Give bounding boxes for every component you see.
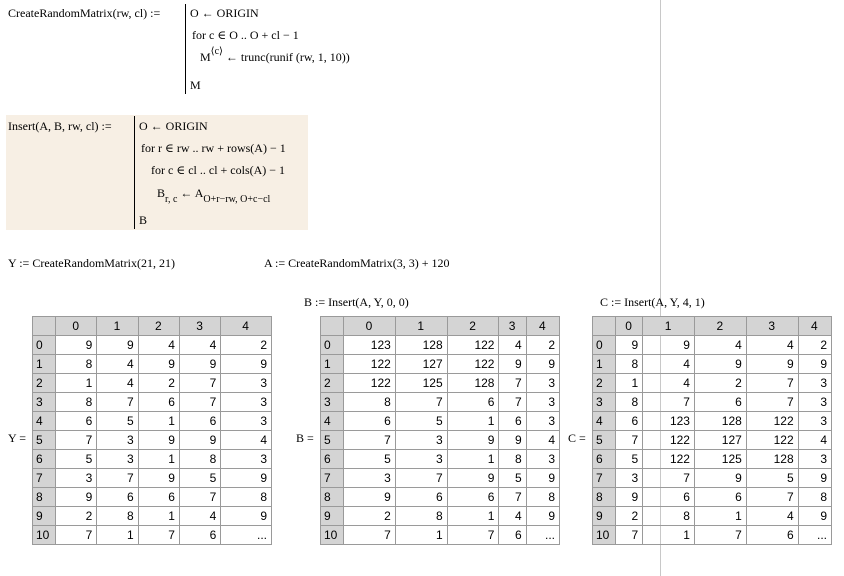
table-row (593, 336, 832, 355)
matrix-cell[interactable]: 4 (179, 336, 220, 355)
matrix-cell[interactable]: 8 (616, 393, 643, 412)
m-symbol: M (200, 50, 211, 64)
column-header: 2 (694, 317, 746, 336)
matrix-cell[interactable]: 7 (179, 488, 220, 507)
matrix-cell[interactable]: 1 (395, 526, 447, 545)
table-row (321, 469, 560, 488)
matrix-cell[interactable]: 4 (746, 336, 798, 355)
matrix-cell[interactable]: 9 (616, 488, 643, 507)
table-row (321, 526, 560, 545)
matrix-cell[interactable]: 128 (694, 412, 746, 431)
row-header: 4 (321, 412, 344, 431)
matrix-cell[interactable]: 9 (138, 355, 179, 374)
column-header: 0 (344, 317, 396, 336)
matrix-cell[interactable]: 4 (179, 507, 220, 526)
row-header: 1 (321, 355, 344, 374)
row-header: 0 (593, 336, 616, 355)
table-row (321, 507, 560, 526)
arrow-a: ← A (180, 186, 204, 200)
matrix-cell[interactable]: 4 (746, 507, 798, 526)
matrix-cell[interactable]: 9 (179, 355, 220, 374)
table-row (33, 507, 272, 526)
matrix-cell[interactable]: 1 (694, 507, 746, 526)
matrix-cell[interactable]: 7 (499, 393, 526, 412)
row-header: 5 (321, 431, 344, 450)
row-header: 9 (593, 507, 616, 526)
matrix-cell[interactable]: 128 (395, 336, 447, 355)
table-row (593, 469, 832, 488)
matrix-cell[interactable]: 2 (221, 336, 272, 355)
matrix-cell[interactable]: 7 (138, 526, 179, 545)
column-header: 2 (447, 317, 499, 336)
matrix-cell[interactable]: 4 (694, 336, 746, 355)
table-row (593, 355, 832, 374)
matrix-cell[interactable]: 122 (344, 355, 396, 374)
matrix-cell[interactable]: 5 (179, 469, 220, 488)
row-header: 3 (593, 393, 616, 412)
matrix-cell[interactable]: 4 (499, 336, 526, 355)
matrix-cell[interactable]: 6 (694, 488, 746, 507)
program-line: O ← ORIGIN (190, 6, 259, 20)
column-header: 2 (138, 317, 179, 336)
matrix-cell[interactable]: 9 (221, 507, 272, 526)
matrix-cell[interactable]: 3 (344, 469, 396, 488)
matrix-cell[interactable]: 6 (746, 526, 798, 545)
matrix-cell[interactable]: 3 (395, 450, 447, 469)
row-header: 8 (593, 488, 616, 507)
assign-a[interactable]: A := CreateRandomMatrix(3, 3) + 120 (264, 256, 450, 270)
matrix-cell[interactable]: 5 (56, 450, 97, 469)
matrix-corner (321, 317, 344, 336)
matrix-cell[interactable]: 4 (798, 431, 831, 450)
table-row (33, 336, 272, 355)
matrix-cell[interactable]: 1 (447, 507, 499, 526)
column-header: 3 (499, 317, 526, 336)
matrix-cell[interactable]: ... (221, 526, 272, 545)
matrix-cell[interactable]: 4 (499, 507, 526, 526)
matrix-cell[interactable]: 7 (344, 431, 396, 450)
matrix-cell[interactable]: 3 (798, 393, 831, 412)
matrix-cell[interactable]: 8 (499, 450, 526, 469)
table-row (593, 450, 832, 469)
column-header: 1 (643, 317, 695, 336)
matrix-cell[interactable]: 9 (221, 355, 272, 374)
matrix-cell[interactable]: 6 (643, 488, 695, 507)
row-header: 9 (33, 507, 56, 526)
matrix-cell[interactable]: 3 (97, 431, 138, 450)
matrix-cell[interactable]: 123 (643, 412, 695, 431)
matrix-cell[interactable]: 9 (221, 469, 272, 488)
table-row (321, 431, 560, 450)
row-header: 1 (593, 355, 616, 374)
matrix-cell[interactable]: 4 (97, 355, 138, 374)
a-subscript: O+r−rw, O+c−cl (203, 194, 271, 205)
table-row (33, 469, 272, 488)
table-row (33, 526, 272, 545)
matrix-cell[interactable]: 1 (447, 412, 499, 431)
row-header: 2 (593, 374, 616, 393)
matrix-cell[interactable]: 127 (395, 355, 447, 374)
column-header: 4 (221, 317, 272, 336)
matrix-cell[interactable]: 8 (616, 355, 643, 374)
matrix-cell[interactable]: 5 (746, 469, 798, 488)
matrix-cell[interactable]: 6 (56, 412, 97, 431)
matrix-cell[interactable]: 7 (616, 526, 643, 545)
column-header: 1 (395, 317, 447, 336)
b-symbol: B (157, 186, 166, 200)
matrix-cell[interactable]: 7 (746, 488, 798, 507)
row-header: 9 (321, 507, 344, 526)
program-line-assign (157, 186, 271, 205)
b-subscript: r, c (165, 194, 178, 205)
matrix-cell[interactable]: 7 (499, 488, 526, 507)
row-header: 8 (33, 488, 56, 507)
matrix-cell[interactable]: 128 (447, 374, 499, 393)
table-row (321, 393, 560, 412)
matrix-cell[interactable]: 8 (97, 507, 138, 526)
matrix-cell[interactable]: 9 (798, 507, 831, 526)
matrix-cell[interactable]: 5 (395, 412, 447, 431)
matrix-table-b[interactable] (320, 316, 560, 545)
table-row (321, 336, 560, 355)
program-line: B (139, 213, 148, 227)
create-matrix-program[interactable] (185, 4, 350, 94)
matrix-cell[interactable]: 7 (395, 393, 447, 412)
matrix-cell[interactable]: 9 (694, 469, 746, 488)
program-line: for r ∈ rw .. rw + rows(A) − 1 (141, 141, 286, 155)
row-header: 2 (321, 374, 344, 393)
matrix-cell[interactable]: 1 (643, 526, 695, 545)
row-header: 8 (321, 488, 344, 507)
program-line-assign (200, 46, 350, 65)
matrix-cell[interactable]: 6 (179, 526, 220, 545)
matrix-cell[interactable]: 9 (97, 336, 138, 355)
matrix-cell[interactable]: 9 (643, 336, 695, 355)
matrix-cell[interactable]: 6 (499, 526, 526, 545)
row-header: 10 (593, 526, 616, 545)
program-line: for c ∈ O .. O + cl − 1 (192, 28, 299, 42)
matrix-cell[interactable]: 6 (447, 488, 499, 507)
matrix-cell[interactable]: 2 (344, 507, 396, 526)
matrix-cell[interactable]: 7 (97, 393, 138, 412)
table-row (33, 393, 272, 412)
table-row (593, 507, 832, 526)
column-header: 4 (798, 317, 831, 336)
matrix-cell[interactable]: 1 (56, 374, 97, 393)
matrix-cell[interactable]: 9 (138, 431, 179, 450)
table-row (33, 450, 272, 469)
table-row (593, 393, 832, 412)
matrix-cell[interactable]: 8 (798, 488, 831, 507)
matrix-corner (593, 317, 616, 336)
assign-b[interactable]: B := Insert(A, Y, 0, 0) (304, 295, 409, 309)
table-row (593, 526, 832, 545)
table-row (321, 355, 560, 374)
column-header: 0 (616, 317, 643, 336)
matrix-cell[interactable]: 8 (221, 488, 272, 507)
matrix-cell[interactable]: 9 (616, 336, 643, 355)
table-row (593, 488, 832, 507)
matrix-cell[interactable]: 2 (138, 374, 179, 393)
matrix-cell[interactable]: 3 (798, 374, 831, 393)
row-header: 2 (33, 374, 56, 393)
table-row (593, 374, 832, 393)
program-line: M (190, 78, 201, 92)
row-header: 7 (593, 469, 616, 488)
matrix-cell[interactable]: 7 (643, 469, 695, 488)
insert-program[interactable] (134, 116, 286, 229)
matrix-cell[interactable]: 7 (56, 526, 97, 545)
column-header: 3 (179, 317, 220, 336)
table-row (33, 355, 272, 374)
matrix-cell[interactable]: 9 (499, 431, 526, 450)
matrix-cell[interactable]: 2 (694, 374, 746, 393)
matrix-cell[interactable]: 8 (395, 507, 447, 526)
matrix-label-b: B = (296, 431, 314, 445)
matrix-cell[interactable]: 2 (526, 336, 559, 355)
matrix-cell[interactable]: 4 (97, 374, 138, 393)
matrix-cell[interactable]: 2 (798, 336, 831, 355)
matrix-table-c[interactable] (592, 316, 832, 545)
table-row (321, 374, 560, 393)
row-header: 6 (593, 450, 616, 469)
matrix-cell[interactable]: 4 (138, 336, 179, 355)
matrix-corner (33, 317, 56, 336)
matrix-cell[interactable]: 4 (643, 374, 695, 393)
assign-c[interactable]: C := Insert(A, Y, 4, 1) (600, 295, 705, 309)
row-header: 3 (33, 393, 56, 412)
matrix-cell[interactable]: 7 (694, 526, 746, 545)
matrix-label-c: C = (568, 431, 586, 445)
table-row (321, 488, 560, 507)
matrix-cell[interactable]: 122 (746, 431, 798, 450)
row-header: 7 (321, 469, 344, 488)
matrix-cell[interactable]: 125 (694, 450, 746, 469)
matrix-cell[interactable]: 6 (344, 412, 396, 431)
matrix-cell[interactable]: 3 (526, 450, 559, 469)
matrix-cell[interactable]: 8 (56, 355, 97, 374)
insert-lhs[interactable]: Insert(A, B, rw, cl) := (8, 119, 112, 133)
matrix-cell[interactable]: 8 (526, 488, 559, 507)
matrix-cell[interactable]: 9 (798, 355, 831, 374)
matrix-table-y[interactable] (32, 316, 272, 545)
matrix-cell[interactable]: 122 (643, 450, 695, 469)
matrix-cell[interactable]: 5 (97, 412, 138, 431)
matrix-cell[interactable]: 7 (395, 469, 447, 488)
matrix-cell[interactable]: 122 (643, 431, 695, 450)
matrix-cell[interactable]: 3 (526, 412, 559, 431)
matrix-cell[interactable]: 122 (344, 374, 396, 393)
matrix-cell[interactable]: 4 (221, 431, 272, 450)
program-line: O ← ORIGIN (139, 119, 208, 133)
row-header: 5 (33, 431, 56, 450)
matrix-cell[interactable]: 3 (221, 412, 272, 431)
matrix-cell[interactable]: 9 (138, 469, 179, 488)
matrix-cell[interactable]: 1 (616, 374, 643, 393)
table-row (33, 431, 272, 450)
table-row (33, 412, 272, 431)
matrix-cell[interactable]: 7 (746, 393, 798, 412)
row-header: 4 (593, 412, 616, 431)
matrix-cell[interactable]: 1 (97, 526, 138, 545)
row-header: 0 (33, 336, 56, 355)
create-matrix-lhs[interactable]: CreateRandomMatrix(rw, cl) := (8, 6, 161, 20)
matrix-cell[interactable]: 7 (97, 469, 138, 488)
row-header: 3 (321, 393, 344, 412)
matrix-cell[interactable]: 123 (344, 336, 396, 355)
table-row (33, 374, 272, 393)
matrix-cell[interactable]: 6 (499, 412, 526, 431)
row-header: 10 (33, 526, 56, 545)
row-header: 5 (593, 431, 616, 450)
row-header: 0 (321, 336, 344, 355)
matrix-cell[interactable]: 7 (643, 393, 695, 412)
row-header: 1 (33, 355, 56, 374)
table-row (593, 431, 832, 450)
matrix-cell[interactable]: 6 (616, 412, 643, 431)
table-row (321, 450, 560, 469)
matrix-cell[interactable]: 7 (616, 431, 643, 450)
matrix-cell[interactable]: 9 (499, 355, 526, 374)
matrix-cell[interactable]: ... (798, 526, 831, 545)
matrix-cell[interactable]: 5 (499, 469, 526, 488)
table-row (33, 488, 272, 507)
matrix-cell[interactable]: 122 (447, 355, 499, 374)
matrix-label-y: Y = (8, 431, 26, 445)
assign-expression: ← trunc(runif (rw, 1, 10)) (225, 50, 350, 64)
matrix-cell[interactable]: 122 (447, 336, 499, 355)
matrix-cell[interactable]: 6 (447, 393, 499, 412)
matrix-cell[interactable]: 7 (746, 374, 798, 393)
matrix-cell[interactable]: 3 (221, 393, 272, 412)
row-header: 7 (33, 469, 56, 488)
matrix-cell[interactable]: 2 (56, 507, 97, 526)
matrix-cell[interactable]: 1 (447, 450, 499, 469)
matrix-cell[interactable]: 9 (526, 355, 559, 374)
column-header: 1 (97, 317, 138, 336)
matrix-cell[interactable]: 5 (616, 450, 643, 469)
matrix-cell[interactable]: 2 (616, 507, 643, 526)
matrix-cell[interactable]: 6 (395, 488, 447, 507)
matrix-cell[interactable]: 7 (56, 431, 97, 450)
matrix-cell[interactable]: 6 (179, 412, 220, 431)
matrix-cell[interactable]: 3 (221, 450, 272, 469)
matrix-cell[interactable]: 122 (746, 412, 798, 431)
matrix-cell[interactable]: 6 (138, 393, 179, 412)
matrix-cell[interactable]: 6 (138, 488, 179, 507)
row-header: 4 (33, 412, 56, 431)
matrix-cell[interactable]: 3 (526, 374, 559, 393)
matrix-cell[interactable]: 3 (97, 450, 138, 469)
matrix-cell[interactable]: 7 (179, 393, 220, 412)
column-header: 3 (746, 317, 798, 336)
matrix-cell[interactable]: 5 (344, 450, 396, 469)
matrix-cell[interactable]: 8 (344, 393, 396, 412)
matrix-cell[interactable]: 8 (643, 507, 695, 526)
matrix-cell[interactable]: 9 (56, 488, 97, 507)
matrix-cell[interactable]: 128 (746, 450, 798, 469)
row-header: 6 (321, 450, 344, 469)
row-header: 6 (33, 450, 56, 469)
table-row (593, 412, 832, 431)
matrix-cell[interactable]: 6 (97, 488, 138, 507)
matrix-cell[interactable]: 1 (138, 412, 179, 431)
matrix-cell[interactable]: 4 (526, 431, 559, 450)
row-header: 10 (321, 526, 344, 545)
matrix-cell[interactable]: 3 (221, 374, 272, 393)
matrix-cell[interactable]: 1 (138, 507, 179, 526)
matrix-cell[interactable]: 4 (643, 355, 695, 374)
matrix-cell[interactable]: 127 (694, 431, 746, 450)
matrix-cell[interactable]: 3 (526, 393, 559, 412)
matrix-cell[interactable]: 3 (56, 469, 97, 488)
column-header: 0 (56, 317, 97, 336)
matrix-cell[interactable]: 1 (138, 450, 179, 469)
matrix-cell[interactable]: 3 (616, 469, 643, 488)
assign-y[interactable]: Y := CreateRandomMatrix(21, 21) (8, 256, 175, 270)
matrix-cell[interactable]: 3 (395, 431, 447, 450)
table-row (321, 412, 560, 431)
matrix-cell[interactable]: 9 (447, 431, 499, 450)
matrix-cell[interactable]: 9 (56, 336, 97, 355)
matrix-cell[interactable]: 3 (798, 450, 831, 469)
matrix-cell[interactable]: 9 (746, 355, 798, 374)
matrix-cell[interactable]: 9 (694, 355, 746, 374)
matrix-cell[interactable]: 3 (798, 412, 831, 431)
matrix-cell[interactable]: 9 (447, 469, 499, 488)
matrix-cell[interactable]: 7 (447, 526, 499, 545)
matrix-cell[interactable]: ... (526, 526, 559, 545)
program-line: for c ∈ cl .. cl + cols(A) − 1 (151, 163, 286, 177)
matrix-cell[interactable]: 9 (526, 469, 559, 488)
matrix-cell[interactable]: 8 (179, 450, 220, 469)
matrix-cell[interactable]: 9 (798, 469, 831, 488)
matrix-cell[interactable]: 7 (344, 526, 396, 545)
matrix-cell[interactable]: 125 (395, 374, 447, 393)
matrix-cell[interactable]: 9 (526, 507, 559, 526)
m-superscript: ⟨c⟩ (210, 46, 223, 57)
matrix-cell[interactable]: 7 (179, 374, 220, 393)
matrix-cell[interactable]: 9 (179, 431, 220, 450)
column-header: 4 (526, 317, 559, 336)
matrix-cell[interactable]: 6 (694, 393, 746, 412)
matrix-cell[interactable]: 7 (499, 374, 526, 393)
matrix-cell[interactable]: 8 (56, 393, 97, 412)
matrix-cell[interactable]: 9 (344, 488, 396, 507)
